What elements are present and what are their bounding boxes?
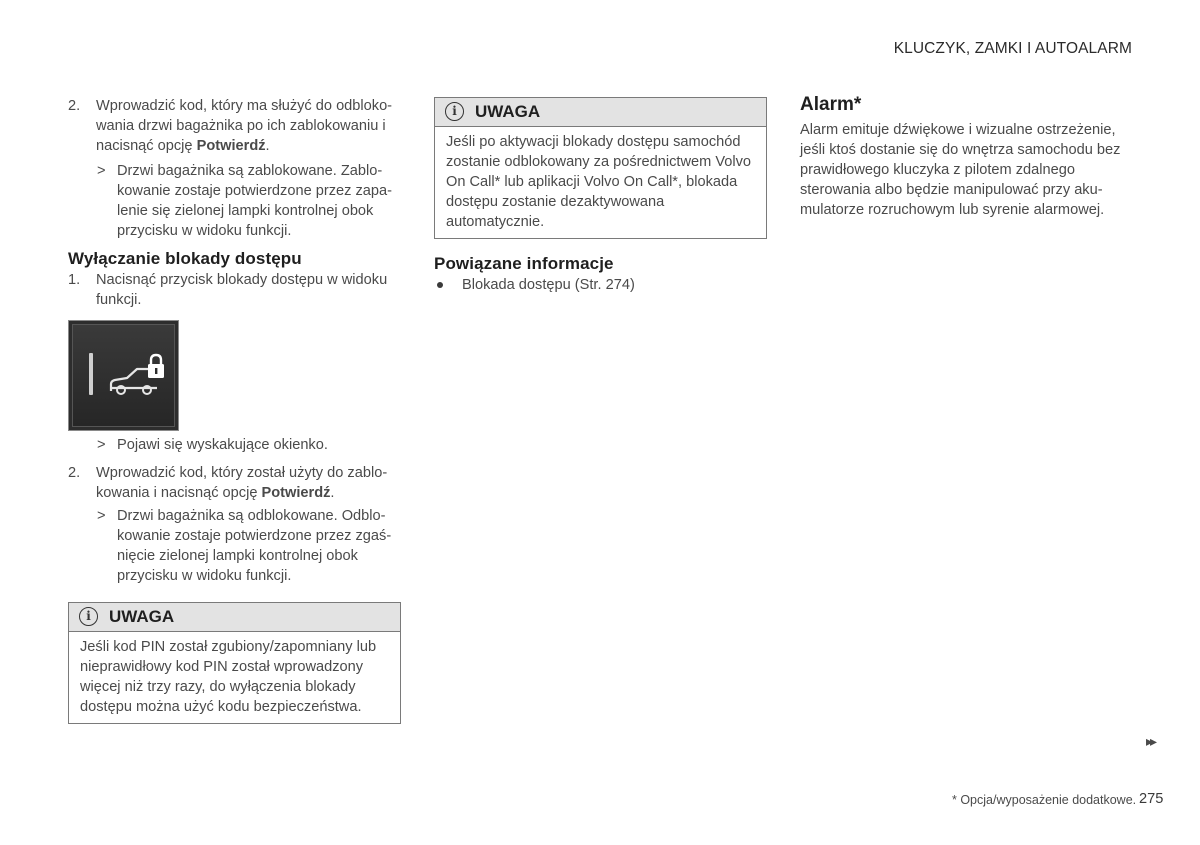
note-box-voc	[434, 97, 767, 239]
note-header	[69, 603, 400, 632]
unlock-heading: Wyłączanie blokady dostępu	[68, 249, 302, 268]
car-trunk-lock-icon	[107, 351, 167, 399]
result-marker: >	[97, 508, 106, 524]
section-title: KLUCZYK, ZAMKI I AUTOALARM	[893, 40, 1132, 57]
alarm-heading: Alarm*	[800, 94, 862, 115]
result-marker: >	[97, 163, 106, 179]
step-text: Wprowadzić kod, który ma służyć do odbloko-wania drzwi bagażnika po ich zablokowaniu i nacisnąć opcję Potwierdź.	[96, 98, 393, 154]
bullet-icon	[437, 282, 443, 288]
result-text: Pojawi się wyskakujące okienko.	[117, 437, 328, 453]
alarm-body: Alarm emituje dźwiękowe i wizualne ostrzeżenie, jeśli ktoś dostanie się do wnętrza samochodu bez prawidłowego kluczyka z pilotem zdalnego sterowania albo będzie manipulować przy aku-mulatorze rozruchowym lub syrenie alarmowej.	[800, 122, 1121, 218]
note-body: Jeśli po aktywacji blokady dostępu samochód zostanie odblokowany za pośrednictwem Volvo On Call* lub aplikacji Volvo On Call*, blokada dostępu zostanie dezaktywowana automatycznie.	[446, 134, 752, 230]
related-link[interactable]: Blokada dostępu (Str. 274)	[462, 277, 635, 293]
note-box-pin	[68, 602, 401, 724]
step-number: 1.	[68, 272, 81, 288]
footnote: * Opcja/wyposażenie dodatkowe.	[952, 793, 1137, 807]
confirm-option-label: Potwierdź	[196, 138, 266, 154]
step-text: Wprowadzić kod, który został użyty do zablo-kowania i nacisnąć opcję Potwierdź.	[96, 465, 388, 501]
page-number: 275	[1139, 791, 1164, 807]
step-text: Nacisnąć przycisk blokady dostępu w widoku funkcji.	[96, 272, 388, 308]
step-number: 2.	[68, 465, 81, 481]
result-text: Drzwi bagażnika są odblokowane. Odblo-kowanie zostaje potwierdzone przez zgaś-nięcie zielonej lampki kontrolnej obok przycisku w widoku funkcji.	[117, 508, 392, 584]
note-title: UWAGA	[109, 607, 175, 626]
related-info-heading: Powiązane informacje	[434, 254, 614, 273]
result-text: Drzwi bagażnika są zablokowane. Zablo-kowanie zostaje potwierdzone przez zapa-lenie się zielonej lampki kontrolnej obok przycisku w widoku funkcji.	[117, 163, 393, 239]
status-indicator-bar	[89, 353, 93, 395]
note-header	[435, 98, 766, 127]
note-title: UWAGA	[475, 102, 541, 121]
info-icon: i	[445, 102, 464, 121]
step-number: 2.	[68, 98, 81, 114]
confirm-option-label: Potwierdź	[261, 485, 331, 501]
trunk-lock-button-image	[68, 320, 179, 431]
result-marker: >	[97, 437, 106, 453]
continue-arrows-icon: ▸▸	[1146, 733, 1155, 749]
info-icon: i	[79, 607, 98, 626]
note-body: Jeśli kod PIN został zgubiony/zapomniany lub nieprawidłowy kod PIN został wprowadzony więcej niż trzy razy, do wyłączenia blokady dostępu można użyć kodu bezpieczeństwa.	[80, 639, 377, 715]
